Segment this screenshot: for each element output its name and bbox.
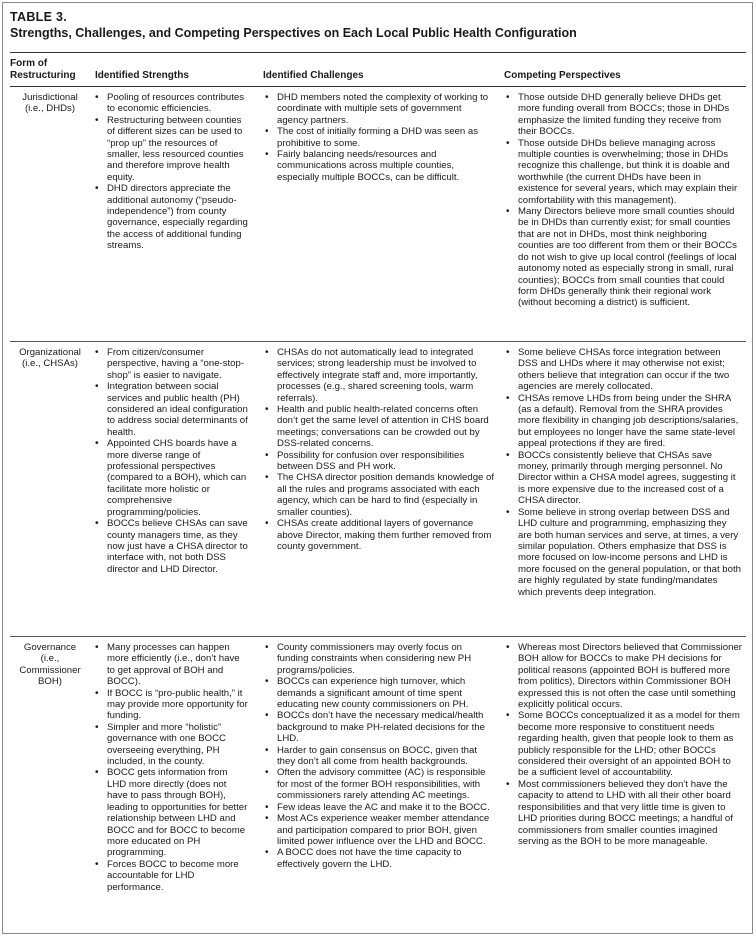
form-label: Jurisdictional [22,92,78,103]
header-rule [10,86,746,87]
table-row [10,347,746,632]
header-form-line2: Restructuring [10,70,76,81]
strengths-list [93,92,249,252]
list-item: • Those outside DHDs believe managing across multiple counties is overwhelming; those in DHDs recognize this challenge, but think it is doable and worthwhile (the current DHDs have been in existence for several years, which may explain their comfortability with this management). [504,138,742,206]
strengths-list [93,347,249,575]
list-item: • Some believe in strong overlap between DSS and LHD culture and programming, emphasizing they are both human services and serve, at times, a very similar population. Others emphasize that DSS is more focused on low-income persons and LHD is more focused on the general population, or that both are highly regulated by state funding/mandates which prevents deep integration. [504,507,742,598]
list-item: • The CHSA director position demands knowledge of all the rules and programs associated with each agency, which can be hard to find (especially in smaller counties). [263,472,495,518]
list-item: • Integration between social services and public health (PH) considered an ideal configuration to address social determinants of health. [93,381,249,438]
list-item: • Often the advisory committee (AC) is responsible for most of the former BOH responsibilities, with commissioners rarely attending AC meetings. [263,767,495,801]
list-item: • Many Directors believe more small counties should be in DHDs than currently exist; for small counties that are not in DHDs, most think neighboring counties are too different from them or their BOCCs do not wish to give up local control (feelings of local autonomy noted as especially strong in small, rural counties); BOCCs from small counties that could form DHDs generally think their regional work (without becoming a district) is sufficient. [504,206,742,309]
list-item: • Most commissioners believed they don’t have the capacity to attend to LHD with all their other board responsibilities and that very little time is given to LHD priorities during BOCC meetings; a handful of commissioners from smaller counties imagined serving as the BOH to be more manageable. [504,779,742,847]
list-item: • Fairly balancing needs/resources and communications across multiple counties, especially multiple BOCCs, can be difficult. [263,149,495,183]
header-challenges: Identified Challenges [263,70,364,81]
list-item: • CHSAs create additional layers of governance above Director, making them further removed from county government. [263,518,495,552]
list-item: • Some believe CHSAs force integration between DSS and LHDs where it may otherwise not exist; others believe that integration can occur if the two agencies are merely collocated. [504,347,742,393]
list-item: • The cost of initially forming a DHD was seen as prohibitive to some. [263,126,495,149]
perspectives-list [504,347,742,598]
table-header [10,56,746,86]
header-perspectives: Competing Perspectives [504,70,621,81]
list-item: • If BOCC is “pro-public health,” it may provide more opportunity for funding. [93,688,249,722]
list-item: • CHSAs remove LHDs from being under the SHRA (as a default). Removal from the SHRA provides more flexibility in changing job descriptions/salaries, but employees no longer have the same state-level appeal protections if they are fired. [504,393,742,450]
top-rule [10,52,746,53]
list-item: • Possibility for confusion over responsibilities between DSS and PH work. [263,450,495,473]
table-label: TABLE 3. [10,10,68,24]
form-sublabel: (i.e., DHDs) [24,103,76,115]
table-row [10,92,746,334]
list-item: • DHD members noted the complexity of working to coordinate with multiple sets of government agency partners. [263,92,495,126]
row-form-cell [10,642,90,688]
header-form-line1: Form of [10,58,48,69]
list-item: • Whereas most Directors believed that Commissioner BOH allow for BOCCs to make PH decisions for political reasons (appointed BOH is buffered more from politics), Directors within Commissioner BOH expressed this is not often the case until something explicitly political occurs. [504,642,742,710]
form-sublabel: BOH) [38,676,62,688]
list-item: • BOCCs don’t have the necessary medical/health background to make PH-related decisions for the LHD. [263,710,495,744]
list-item: • Harder to gain consensus on BOCC, given that they don’t all come from health backgrounds. [263,745,495,768]
form-label: Organizational [19,347,81,358]
list-item: • A BOCC does not have the time capacity to effectively govern the LHD. [263,847,495,870]
list-item: • BOCC gets information from LHD more directly (does not have to pass through BOH), leading to opportunities for better relationship between LHD and BOCC and for BOCC to become more educated on PH programming. [93,767,249,858]
list-item: • Most ACs experience weaker member attendance and participation compared to prior BOH, given limited power influence over the LHD and BOCC. [263,813,495,847]
list-item: • Health and public health-related concerns often don’t get the same level of attention in CHS board meetings; conversations can be crowded out by DSS-related concerns. [263,404,495,450]
list-item: • From citizen/consumer perspective, having a “one-stop-shop” is easier to navigate. [93,347,249,381]
list-item: • Many processes can happen more efficiently (i.e., don’t have to get approval of BOH and BOCC). [93,642,249,688]
list-item: • Pooling of resources contributes to economic efficiencies. [93,92,249,115]
form-label: Governance [23,642,77,653]
row-form-cell [10,347,90,370]
challenges-list [263,642,495,870]
list-item: • BOCCs consistently believe that CHSAs save money, primarily through merging personnel. No Director within a CHSA model agrees, suggesting it is more expensive due to the increased cost of a CHSA director. [504,450,742,507]
list-item: • Those outside DHD generally believe DHDs get more funding overall from BOCCs; those in DHDs emphasize the limited funding they receive from their BOCCs. [504,92,742,138]
header-form [10,58,76,82]
strengths-list [93,642,249,893]
list-item: • Restructuring between counties of different sizes can be used to “prop up” the resources of smaller, less resourced counties and therefore improve health equity. [93,115,249,183]
list-item: • DHD directors appreciate the additional autonomy (“pseudo-independence”) from county governance, especially regarding the access of additional funding streams. [93,183,249,251]
list-item: • County commissioners may overly focus on funding constraints when considering new PH programs/policies. [263,642,495,676]
list-item: • BOCCs can experience high turnover, which demands a significant amount of time spent educating new county commissioners on PH. [263,676,495,710]
challenges-list [263,347,495,552]
row-form-cell [10,92,90,115]
table-row [10,642,746,927]
form-sublabel: (i.e., Commissioner [19,653,81,676]
header-strengths: Identified Strengths [95,70,189,81]
list-item: • Forces BOCC to become more accountable for LHD performance. [93,859,249,893]
list-item: • CHSAs do not automatically lead to integrated services; strong leadership must be involved to effectively integrate staff and, more importantly, processes (e.g., shared screening tools, warm referrals). [263,347,495,404]
row-divider [10,636,746,637]
list-item: • Some BOCCs conceptualized it as a model for them become more responsive to constituent needs regarding health, given that people look to them as publicly responsible for the LHD; other BOCCs considered their oversight of an appointed BOH to be a sufficient level of accountability. [504,710,742,778]
perspectives-list [504,642,742,847]
list-item: • Appointed CHS boards have a more diverse range of professional perspectives (compared to a BOH), which can facilitate more holistic or comprehensive programming/policies. [93,438,249,518]
table-title: Strengths, Challenges, and Competing Perspectives on Each Local Public Health Configuration [10,26,577,40]
list-item: • BOCCs believe CHSAs can save county managers time, as they now just have a CHSA director to interface with, not both DSS director and LHD Director. [93,518,249,575]
form-sublabel: (i.e., CHSAs) [22,358,78,370]
table-heading [10,10,577,41]
list-item: • Few ideas leave the AC and make it to the BOCC. [263,802,495,813]
perspectives-list [504,92,742,309]
challenges-list [263,92,495,183]
row-divider [10,341,746,342]
list-item: • Simpler and more “holistic” governance with one BOCC overseeing everything, PH included, in the county. [93,722,249,768]
